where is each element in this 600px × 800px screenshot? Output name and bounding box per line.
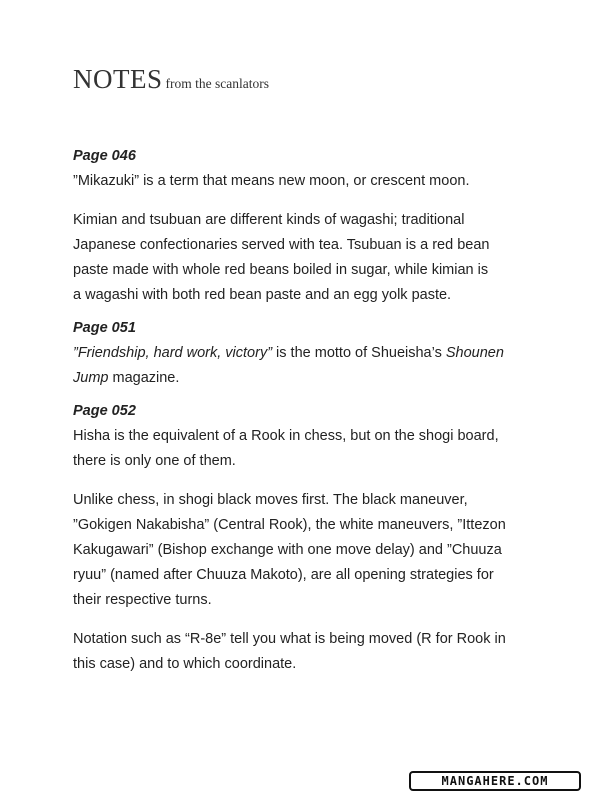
note-line: ”Mikazuki” is a term that means new moon, or crescent moon. [73, 173, 470, 189]
magazine-suffix: magazine. [108, 370, 180, 386]
note-paragraph-shogi [73, 488, 533, 613]
note-page-052 [73, 399, 533, 474]
note-line: this case) and to which coordinate. [73, 656, 297, 672]
note-page-046 [73, 144, 533, 194]
motto-description: is the motto of Shueisha’s [272, 345, 446, 361]
note-line: Kimian and tsubuan are different kinds of wagashi; traditional [73, 212, 465, 228]
note-line: Notation such as “R-8e” tell you what is being moved (R for Rook in [73, 631, 506, 647]
note-heading: Page 052 [73, 403, 136, 419]
title-main: NOTES [73, 64, 163, 94]
page-title [73, 64, 269, 95]
note-page-051 [73, 316, 533, 391]
note-line: Kakugawari” (Bishop exchange with one move delay) and ”Chuuza [73, 542, 502, 558]
note-line: ”Gokigen Nakabisha” (Central Rook), the white maneuvers, ”Ittezon [73, 517, 506, 533]
note-line: there is only one of them. [73, 453, 236, 469]
note-heading: Page 051 [73, 320, 136, 336]
note-line [73, 341, 533, 366]
note-paragraph-wagashi [73, 208, 533, 308]
motto-text: ”Friendship, hard work, victory” [73, 345, 273, 361]
note-line: their respective turns. [73, 592, 212, 608]
note-line: Hisha is the equivalent of a Rook in chess, but on the shogi board, [73, 428, 499, 444]
note-line: Unlike chess, in shogi black moves first. The black maneuver, [73, 492, 468, 508]
magazine-name-part2: Jump [73, 370, 109, 386]
watermark-logo [409, 771, 581, 791]
note-paragraph-notation [73, 627, 533, 677]
title-subtitle: from the scanlators [165, 76, 269, 91]
note-line: a wagashi with both red bean paste and an egg yolk paste. [73, 287, 452, 303]
watermark-text: MANGAHERE.COM [441, 774, 549, 788]
note-line: ryuu” (named after Chuuza Makoto), are all opening strategies for [73, 567, 494, 583]
magazine-name-part1: Shounen [445, 345, 504, 361]
note-line: Japanese confectionaries served with tea. Tsubuan is a red bean [73, 237, 490, 253]
note-line [73, 366, 533, 391]
note-heading: Page 046 [73, 148, 136, 164]
note-line: paste made with whole red beans boiled in sugar, while kimian is [73, 262, 489, 278]
